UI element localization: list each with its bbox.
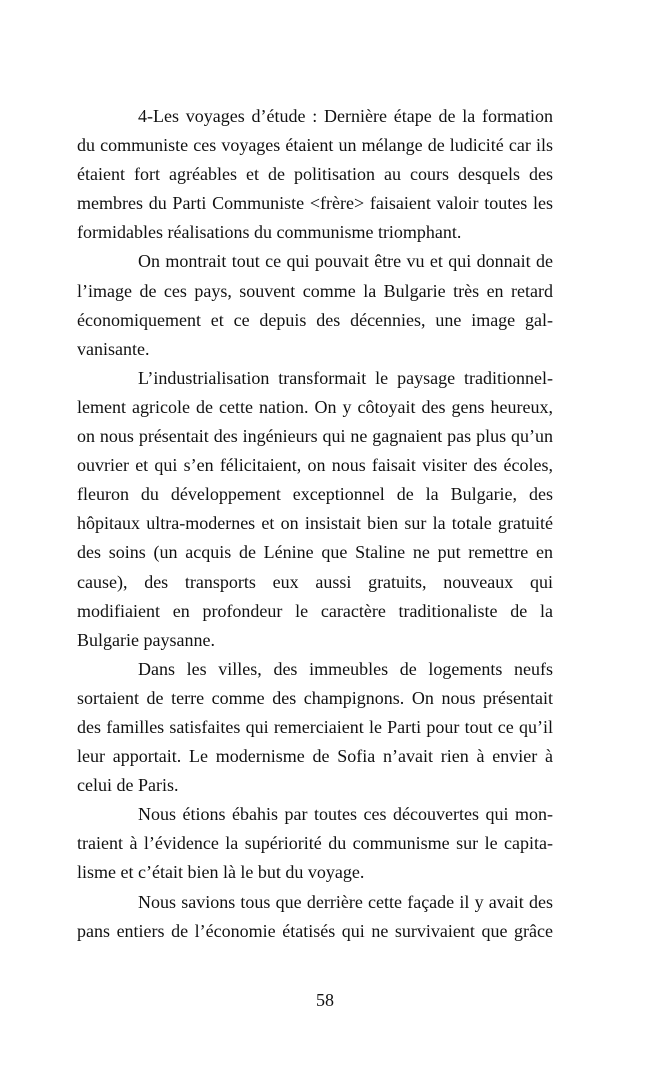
text-line-content: l’image de ces pays, souvent comme la Bulgarie très en retard — [77, 280, 553, 301]
text-line-content: Nous étions ébahis par toutes ces découvertes qui mon- — [138, 804, 553, 825]
text-line — [77, 568, 553, 597]
text-line-content: On montrait tout ce qui pouvait être vu et qui donnait de — [138, 251, 553, 272]
text-line-content: lisme et c’était bien là le but du voyage. — [77, 862, 365, 883]
paragraph-first-line — [77, 102, 553, 131]
paragraph-first-line — [77, 364, 553, 393]
text-line-content: des soins (un acquis de Lénine que Staline ne put remettre en — [77, 542, 553, 563]
text-line-content: membres du Parti Communiste <frère> faisaient valoir toutes les — [77, 193, 553, 214]
text-line — [77, 858, 553, 887]
paragraph-first-line — [77, 888, 553, 917]
text-line-content: celui de Paris. — [77, 775, 179, 796]
text-line-content: lement agricole de cette nation. On y côtoyait des gens heureux, — [77, 396, 553, 417]
text-line-content: Nous savions tous que derrière cette façade il y avait des — [138, 891, 553, 912]
text-line — [77, 538, 553, 567]
paragraph-first-line — [77, 655, 553, 684]
text-line-content: étaient fort agréables et de politisation au cours desquels des — [77, 164, 553, 185]
text-line-content: on nous présentait des ingénieurs qui ne gagnaient pas plus qu’un — [77, 426, 553, 447]
text-line — [77, 160, 553, 189]
body-text — [77, 102, 553, 946]
text-line — [77, 597, 553, 626]
text-line — [77, 277, 553, 306]
text-line — [77, 218, 553, 247]
text-line-content: traient à l’évidence la supériorité du communisme sur le capita- — [77, 833, 553, 854]
text-line-content: L’industrialisation transformait le paysage traditionnel- — [138, 367, 553, 388]
paragraph-first-line — [77, 800, 553, 829]
text-line-content: des familles satisfaites qui remerciaient le Parti pour tout ce qu’il — [77, 716, 553, 737]
text-line-content: Dans les villes, des immeubles de logements neufs — [138, 658, 553, 679]
paragraph-first-line — [77, 247, 553, 276]
text-line-content: du communiste ces voyages étaient un mélange de ludicité car ils — [77, 135, 553, 156]
text-line — [77, 509, 553, 538]
text-line-content: économiquement et ce depuis des décennies, une image gal- — [77, 309, 553, 330]
text-line-content: fleuron du développement exceptionnel de la Bulgarie, des — [77, 484, 553, 505]
text-line-content: ouvrier et qui s’en félicitaient, on nous faisait visiter des écoles, — [77, 455, 553, 476]
text-line — [77, 335, 553, 364]
text-line — [77, 306, 553, 335]
text-line-content: sortaient de terre comme des champignons. On nous présentait — [77, 687, 553, 708]
text-line — [77, 742, 553, 771]
text-line — [77, 771, 553, 800]
text-line — [77, 626, 553, 655]
text-line — [77, 189, 553, 218]
text-line-content: leur apportait. Le modernisme de Sofia n’avait rien à envier à — [77, 746, 553, 767]
text-line-content: modifiaient en profondeur le caractère traditionaliste de la — [77, 600, 553, 621]
text-line-content: 4-Les voyages d’étude : Dernière étape de la formation — [138, 106, 553, 126]
text-line — [77, 713, 553, 742]
text-line — [77, 829, 553, 858]
text-line-content: pans entiers de l’économie étatisés qui ne survivaient que grâce — [77, 920, 553, 941]
page-number: 58 — [316, 990, 334, 1010]
text-line-content: vanisante. — [77, 338, 150, 359]
text-line — [77, 451, 553, 480]
text-line-content: Bulgarie paysanne. — [77, 629, 215, 650]
text-line — [77, 422, 553, 451]
text-line-content: formidables réalisations du communisme triomphant. — [77, 222, 462, 243]
text-line-content: hôpitaux ultra-modernes et on insistait bien sur la totale gratuité — [77, 513, 553, 534]
text-line — [77, 131, 553, 160]
text-line — [77, 480, 553, 509]
text-line — [77, 684, 553, 713]
text-line — [77, 917, 553, 946]
text-line-content: cause), des transports eux aussi gratuits, nouveaux qui — [77, 571, 553, 592]
text-line — [77, 393, 553, 422]
